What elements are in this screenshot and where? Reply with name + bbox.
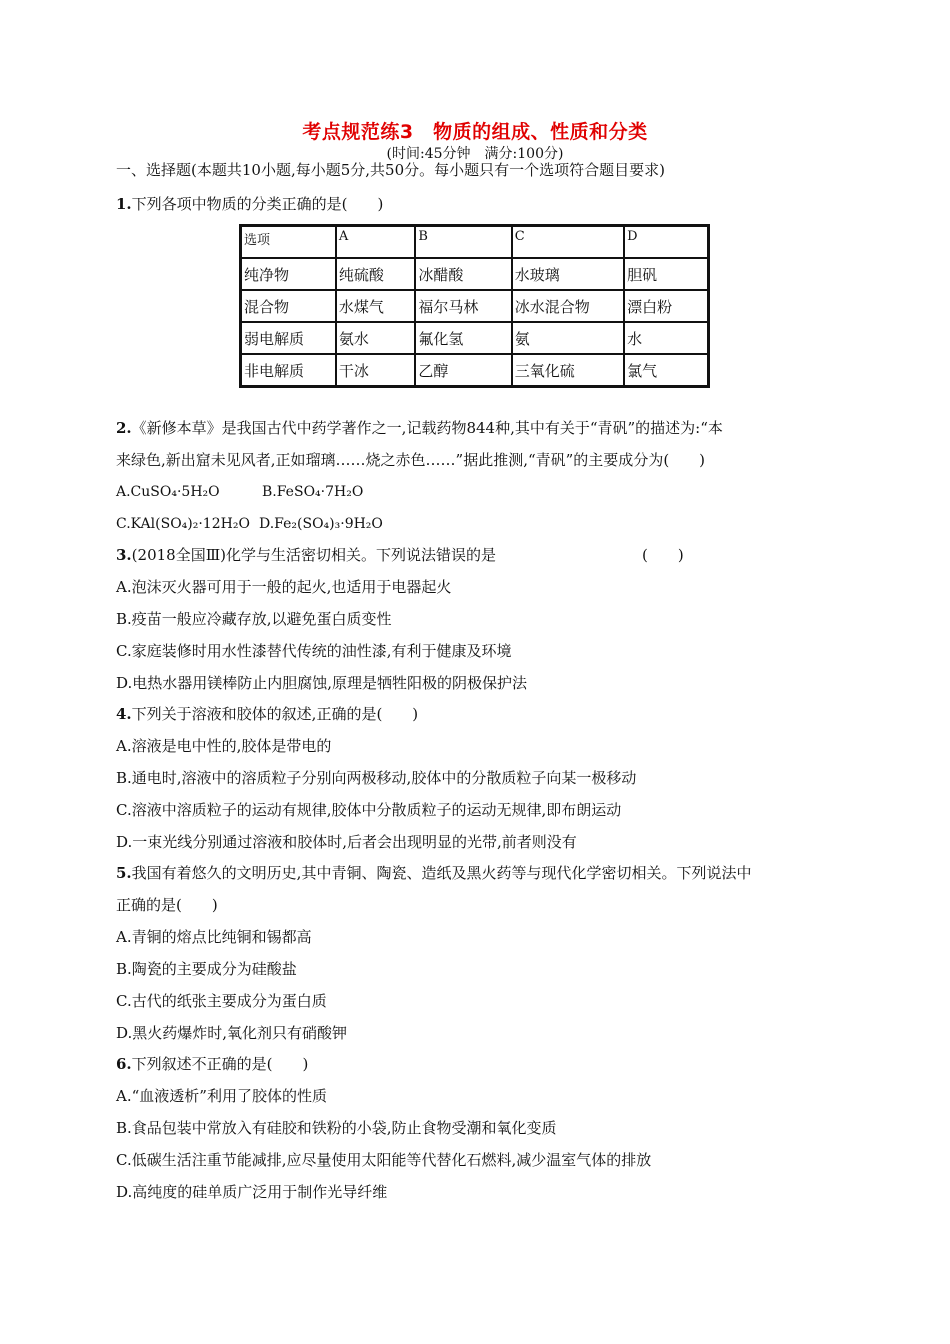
option-B: B.通电时,溶液中的溶质粒子分别向两极移动,胶体中的分散质粒子向某一极移动 [116, 769, 637, 787]
page-subtitle: (时间:45分钟 满分:100分) [386, 146, 564, 162]
option-D: D.Fe₂(SO₄)₃·9H₂O [259, 516, 383, 532]
table-cell: 三氧化硫 [512, 354, 624, 387]
table-cell: 福尔马林 [415, 290, 511, 322]
question-text: 下列各项中物质的分类正确的是( ) [131, 195, 384, 213]
question-number: 3. [116, 546, 132, 564]
table-cell: 氨 [512, 322, 624, 354]
question-text-continued: 来绿色,新出窟未见风者,正如瑠璃……烧之赤色……”据此推测,“青矾”的主要成分为( ) [116, 451, 706, 469]
option-C: C.KAl(SO₄)₂·12H₂O [116, 516, 250, 532]
classification-table [239, 224, 710, 388]
question-text: 我国有着悠久的文明历史,其中青铜、陶瓷、造纸及黑火药等与现代化学密切相关。下列说法中 [131, 864, 752, 882]
question-text: 下列关于溶液和胶体的叙述,正确的是( ) [131, 705, 419, 723]
table-cell: 氯气 [624, 354, 708, 387]
question-1 [116, 194, 383, 214]
option-B: B.FeSO₄·7H₂O [262, 484, 364, 500]
table-cell: 氟化氢 [415, 322, 511, 354]
table-cell: 氨水 [336, 322, 415, 354]
table-cell: 弱电解质 [241, 322, 336, 354]
question-3 [116, 545, 496, 565]
table-header-row [241, 226, 709, 259]
question-text: (2018全国Ⅲ)化学与生活密切相关。下列说法错误的是 [131, 546, 497, 564]
table-header-cell: 选项 [241, 226, 336, 259]
question-4 [116, 704, 418, 724]
question-text: 《新修本草》是我国古代中药学著作之一,记载药物844种,其中有关于“青矾”的描述为:“本 [131, 419, 723, 437]
question-number: 5. [116, 864, 132, 882]
table-header-cell: A [336, 226, 415, 259]
option-B: B.疫苗一般应冷藏存放,以避免蛋白质变性 [116, 610, 392, 628]
option-C: C.家庭装修时用水性漆替代传统的油性漆,有利于健康及环境 [116, 642, 512, 660]
question-text: 下列叙述不正确的是( ) [131, 1055, 309, 1073]
option-D: D.黑火药爆炸时,氧化剂只有硝酸钾 [116, 1024, 348, 1042]
option-A: A.泡沫灭火器可用于一般的起火,也适用于电器起火 [116, 578, 452, 596]
table-cell: 纯硫酸 [336, 258, 415, 290]
option-D: D.电热水器用镁棒防止内胆腐蚀,原理是牺牲阳极的阴极保护法 [116, 674, 528, 692]
option-A: A.“血液透析”利用了胶体的性质 [116, 1087, 327, 1105]
table-cell: 冰醋酸 [415, 258, 511, 290]
option-D: D.一束光线分别通过溶液和胶体时,后者会出现明显的光带,前者则没有 [116, 833, 577, 851]
table-cell: 纯净物 [241, 258, 336, 290]
table-cell: 非电解质 [241, 354, 336, 387]
table-cell: 混合物 [241, 290, 336, 322]
section-heading: 一、选择题(本题共10小题,每小题5分,共50分。每小题只有一个选项符合题目要求) [116, 161, 665, 179]
table-header-cell: C [512, 226, 624, 259]
table-cell: 冰水混合物 [512, 290, 624, 322]
table-row [241, 322, 709, 354]
page-title: 考点规范练3 物质的组成、性质和分类 [302, 121, 648, 143]
question-number: 1. [116, 195, 132, 213]
option-B: B.陶瓷的主要成分为硅酸盐 [116, 960, 297, 978]
option-D: D.高纯度的硅单质广泛用于制作光导纤维 [116, 1183, 388, 1201]
question-5 [116, 863, 751, 883]
answer-bracket: ( ) [642, 546, 684, 564]
question-number: 4. [116, 705, 132, 723]
question-number: 6. [116, 1055, 132, 1073]
table-header-cell: B [415, 226, 511, 259]
option-C: C.古代的纸张主要成分为蛋白质 [116, 992, 327, 1010]
table-row [241, 290, 709, 322]
question-text-continued: 正确的是( ) [116, 896, 218, 914]
table-cell: 胆矾 [624, 258, 708, 290]
question-6 [116, 1054, 308, 1074]
table-row [241, 258, 709, 290]
option-A: A.CuSO₄·5H₂O [116, 484, 220, 500]
table-row [241, 354, 709, 387]
table-cell: 水玻璃 [512, 258, 624, 290]
table-cell: 乙醇 [415, 354, 511, 387]
question-2 [116, 418, 723, 438]
table-cell: 干冰 [336, 354, 415, 387]
option-C: C.低碳生活注重节能减排,应尽量使用太阳能等代替化石燃料,减少温室气体的排放 [116, 1151, 652, 1169]
option-A: A.溶液是电中性的,胶体是带电的 [116, 737, 332, 755]
table-cell: 漂白粉 [624, 290, 708, 322]
option-C: C.溶液中溶质粒子的运动有规律,胶体中分散质粒子的运动无规律,即布朗运动 [116, 801, 622, 819]
option-B: B.食品包装中常放入有硅胶和铁粉的小袋,防止食物受潮和氧化变质 [116, 1119, 557, 1137]
table-cell: 水 [624, 322, 708, 354]
question-number: 2. [116, 419, 132, 437]
option-A: A.青铜的熔点比纯铜和锡都高 [116, 928, 312, 946]
table-cell: 水煤气 [336, 290, 415, 322]
table-header-cell: D [624, 226, 708, 259]
